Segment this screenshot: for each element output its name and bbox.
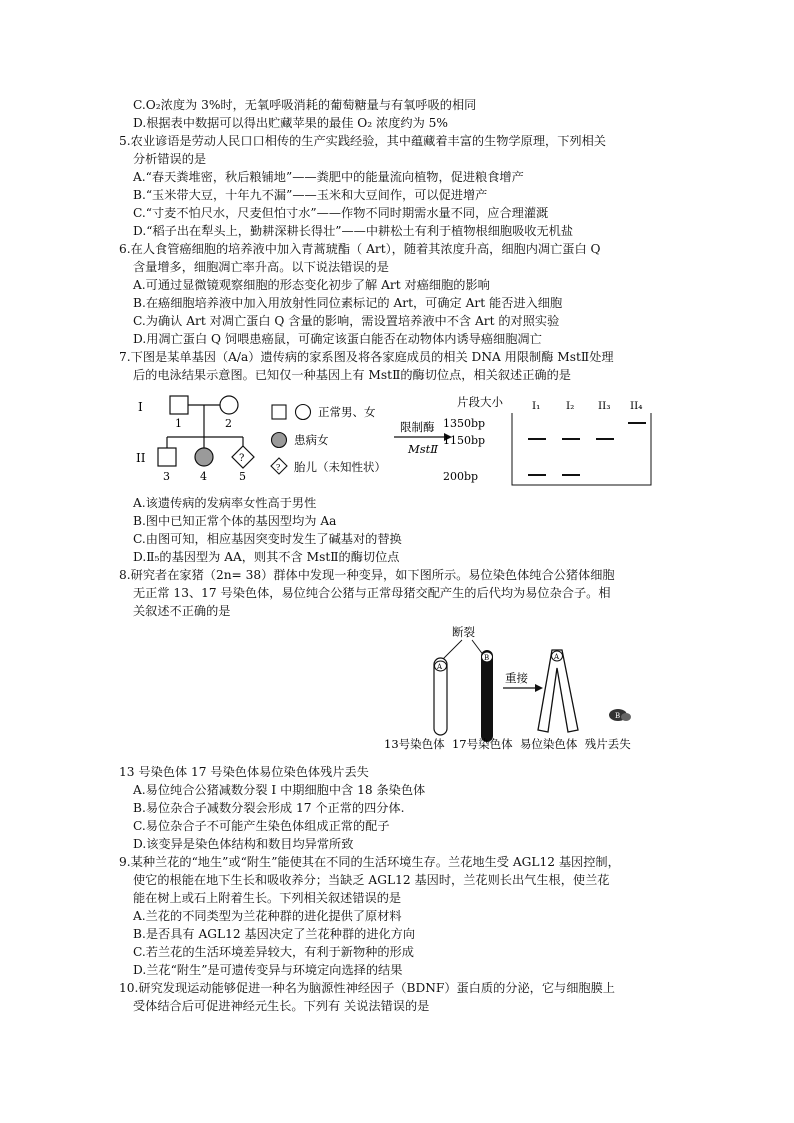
break-label: 断裂 [452,625,475,639]
q9-option-c: C.若兰花的生活环境差异较大，有利于新物种的形成 [133,945,414,959]
q9-option-b: B.是否具有 AGL12 基因决定了兰花种群的进化方向 [133,927,416,941]
gel-header: 片段大小 [457,395,503,409]
q9-stem-line2: 使它的根能在地下生长和吸收养分；当缺乏 AGL12 基因时，兰花则长出气生根，使兰花 [133,873,610,887]
q7-option-a: A.该遗传病的发病率女性高于男性 [133,496,317,510]
pedigree-female-2 [220,396,238,414]
pedigree-affected-female-4 [195,448,213,466]
member-2-number: 2 [225,417,232,430]
gel-size-200: 200bp [443,470,479,483]
q9-stem-line1: 9.某种兰花的“地生”或“附生”能使其在不同的生活环境生存。兰花地生受 AGL12 基因控制， [119,855,620,869]
q7-stem-line1: 7.下图是某单基因（A/a）遗传病的家系图及将各家庭成员的相关 DNA 用限制酶 MstⅡ处理 [119,350,614,364]
q6-option-d: D.用凋亡蛋白 Q 饲喂患癌鼠，可确定该蛋白能否在动物体内诱导癌细胞凋亡 [133,332,542,346]
q8-stem-line1: 8.研究者在家猪（2n= 38）群体中发现一种变异，如下图所示。易位染色体纯合公猪体细胞 [119,568,615,582]
legend-normal-label: 正常男、女 [318,405,376,419]
q8-option-c: C.易位杂合子不可能产生染色体组成正常的配子 [133,819,390,833]
q5-option-c: C.“寸麦不怕尺水，尺麦但怕寸水”——作物不同时期需水量不同，应合理灌溉 [133,206,549,220]
q9-stem-line3: 能在树上或石上附着生长。下列相关叙述错误的是 [133,891,402,905]
chr13-label-a: A [437,663,443,671]
chromosome-caption: 13号染色体 17号染色体 易位染色体 残片丢失 [384,737,631,751]
q7-option-d: D.Ⅱ₅的基因型为 AA，则其不含 MstⅡ的酶切位点 [133,550,400,564]
q5-option-b: B.“玉米带大豆，十年九不漏”——玉米和大豆间作，可以促进增产 [133,188,488,202]
member-3-number: 3 [163,470,170,483]
chromosome-figure [380,620,670,755]
q4-option-c: C.O₂浓度为 3%时，无氧呼吸消耗的葡萄糖量与有氧呼吸的相同 [133,98,477,112]
gel-lane-3-label: II₃ [598,400,611,412]
q6-stem-line2: 含量增多，细胞凋亡率升高。以下说法错误的是 [133,260,389,274]
pedigree-male-3 [158,448,176,466]
q10-stem-line1: 10.研究发现运动能够促进一种名为脑源性神经因子（BDNF）蛋白质的分泌，它与细胞膜上 [119,981,615,995]
legend-fetus-label: 胎儿（未知性状） [294,460,386,474]
fetus-question-mark: ? [239,453,245,464]
gel-lane-4-label: II₄ [630,400,643,412]
rejoin-label: 重接 [505,671,528,685]
enzyme-name: MstⅡ [408,442,439,456]
break-pointer-13 [442,640,462,660]
pedigree-gel-figure [130,385,660,495]
chr17-label-b: B [484,654,490,662]
legend-affected-icon [272,433,287,448]
q6-option-c: C.为确认 Art 对凋亡蛋白 Q 含量的影响，需设置培养液中不含 Art 的对照实验 [133,314,560,328]
q5-option-a: A.“春天粪堆密，秋后粮铺地”——粪肥中的能量流向植物，促进粮食增产 [133,170,524,184]
q6-option-a: A.可通过显微镜观察细胞的形态变化初步了解 Art 对癌细胞的影响 [133,278,490,292]
q6-stem-line1: 6.在人食管癌细胞的培养液中加入青蒿琥酯（ Art），随着其浓度升高，细胞内凋亡蛋白 Q [119,242,601,256]
gel-lane-1-label: I₁ [532,400,541,412]
pedigree-male-1 [170,396,188,414]
translocation-chromosome [538,650,578,732]
q6-option-b: B.在癌细胞培养液中加入用放射性同位素标记的 Art，可确定 Art 能否进入细胞 [133,296,563,310]
q8-figure-text: 13 号染色体 17 号染色体易位染色体残片丢失 [119,765,369,779]
q7-stem-line2: 后的电泳结果示意图。已知仅一种基因上有 MstⅡ的酶切位点，相关叙述正确的是 [133,368,571,382]
rejoin-arrow-head [535,684,543,692]
q4-option-d: D.根据表中数据可以得出贮藏苹果的最佳 O₂ 浓度约为 5% [133,116,448,130]
member-1-number: 1 [175,417,182,430]
q5-option-d: D.“稻子出在犁头上，勤耕深耕长得壮”——中耕松土有利于植物根细胞吸收无机盐 [133,224,574,238]
q8-option-a: A.易位纯合公猪减数分裂 I 中期细胞中含 18 条染色体 [133,783,426,797]
gel-size-1350: 1350bp [443,417,486,430]
q5-stem-line2: 分析错误的是 [133,152,207,166]
gen-1-label: I [138,400,143,414]
q7-option-c: C.由图可知，相应基因突变时发生了碱基对的替换 [133,532,402,546]
fragment-piece [621,713,631,721]
translocation-label-a: A [554,653,560,661]
fragment-label-b: B [615,712,621,720]
q10-stem-line2: 受体结合后可促进神经元生长。下列有 关说法错误的是 [133,999,430,1013]
member-5-number: 5 [239,470,246,483]
legend-affected-label: 患病女 [294,433,329,447]
legend-fetus-mark: ? [276,463,281,472]
q5-stem-line1: 5.农业谚语是劳动人民口口相传的生产实践经验，其中蕴藏着丰富的生物学原理，下列相关 [119,134,606,148]
q8-stem-line2: 无正常 13、17 号染色体，易位纯合公猪与正常母猪交配产生的后代均为易位杂合子。相 [133,586,611,600]
q9-option-d: D.兰花“附生”是可遗传变异与环境定向选择的结果 [133,963,403,977]
q7-option-b: B.图中已知正常个体的基因型均为 Aa [133,514,337,528]
q8-stem-line3: 关叙述不正确的是 [133,604,231,618]
gen-2-label: II [136,451,146,465]
q9-option-a: A.兰花的不同类型为兰花种群的进化提供了原材料 [133,909,402,923]
chromosome-17 [481,650,493,742]
enzyme-label: 限制酶 [400,420,435,434]
gel-bands [528,423,646,475]
member-4-number: 4 [200,470,207,483]
gel-size-1150: 1150bp [443,434,486,447]
gel-lane-2-label: I₂ [566,400,575,412]
q8-option-b: B.易位杂合子减数分裂会形成 17 个正常的四分体. [133,801,405,815]
q8-option-d: D.该变异是染色体结构和数目均异常所致 [133,837,354,851]
legend-female-icon [296,405,311,420]
legend-male-icon [272,405,286,419]
